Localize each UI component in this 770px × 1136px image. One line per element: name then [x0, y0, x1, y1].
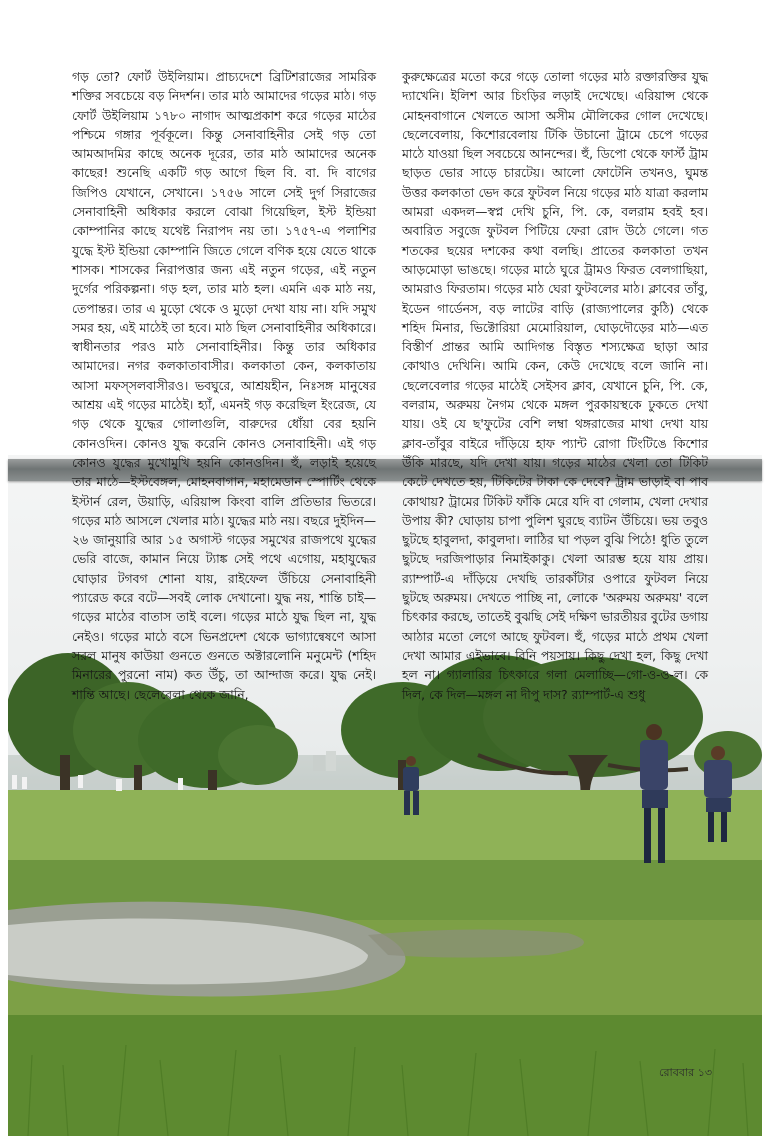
- article-text-right: কুরুক্ষেত্রের মতো করে গড়ে তোলা গড়ের মাঠ রক্তারক্তির যুদ্ধ দ্যাখেনি। ইলিশ আর চিংড়ির লড়াই দেখেছে। এরিয়ান্স থেকে মোহনবাগানে খেলতে আসা অসীম মৌলিকের গোল দেখেছে। ছেলেবেলায়, কিশোরবেলায় টিকি উচানো ট্রামে চেপে গড়ের মাঠে যাওয়া ছিল সবচেয়ে আনন্দের। হুঁ, ডিপো থেকে ফার্স্ট ট্রাম ছাড়ত ভোর সাড়ে চারটেয়। আলো ফোটেনি তখনও, ঘুমন্ত উত্তর কলকাতা ভেদ করে ফুটবল নিয়ে গড়ের মাঠ যাত্রা করলাম আমরা একদল—স্বপ্ন দেখি চুনি, পি. কে, বলরাম হবই হব। অবারিত সবুজে ফুটবল পিটিয়ে ফেরা রোদ উঠে গেলে। গত শতকের ছয়ের দশকের কথা বলছি। প্রাতের কলকাতা তখন আড়মোড়া ভাঙছে। গড়ের মাঠে ঘুরে ট্রামও ফিরত বেলগাছিয়া, আমরাও ফিরতাম। গড়ের মাঠ ঘেরা ফুটবলের মাঠ। ক্লাবের তাঁবু, ইডেন গার্ডেনস, বড় লাটের বাড়ি (রাজ্যপালের কুঠি) থেকে শহিদ মিনার, ভিক্টোরিয়া মেমোরিয়াল, ঘোড়দৌড়ের মাঠ—এত বিস্তীর্ণ প্রান্তর আমি আদিগন্ত বিস্তৃত শস্যক্ষেত্র ছাড়া আর কোথাও দেখিনি। আমি কেন, কেউ দেখেছে বলে জানি না। ছেলেবেলার গড়ের মাঠেই সেইসব ক্লাব, যেখানে চুনি, পি. কে, বলরাম, অরুময় নৈগম থেকে মঙ্গল পুরকায়স্থকে ঢুকতে দেখা যায়। ওই যে ছ'ফুটের বেশি লম্বা থঙ্গরাজের মাথা দেখা যায় ক্লাব-তাঁবুর বাইরে দাঁড়িয়ে হাফ প্যান্ট রোগা টিংটিঙে কিশোর উঁকি মারছে, যদি দেখা যায়। গড়ের মাঠের খেলা তো টিকিট কেটে দেখতে হয়, টিকিটের টাকা কে দেবে? ট্রাম ভাড়াই বা পাব কোথায়? ট্রামের টিকিট ফাঁকি মেরে যদি বা গেলাম, খেলা দেখার উপায় কী? ঘোড়ায় চাপা পুলিশ ঘুরছে ব্যাটন উঁচিয়ে। ভয় তবুও ছুটছে হাবুলদা, কাবুলদা। লাঠির ঘা পড়ল বুঝি পিঠে! ধুতি তুলে ছুটছে দরজিপাড়ার নিমাইকাকু। খেলা আরম্ভ হয়ে যায় প্রায়। র‍্যাম্পার্ট-এ দাঁড়িয়ে দেখছি তারকাঁটার ওপারে ফুটবল নিয়ে ছুটছে অরুময়। দেখতে পাচ্ছি না, লোকে 'অরুময় অরুময়' বলে চিৎকার করছে, তাতেই বুঝছি সেই দক্ষিণ ভারতীয়র বুটের ডগায় আঠার মতো লেগে আছে ফুটবল। হুঁ, গড়ের মাঠে প্রথম খেলা দেখা আমার এইভাবে। বিনি পয়সায়। কিছু দেখা হল, কিছু দেখা হল না। গ্যালারির চিৎকারে গলা মেলাচ্ছি—গো-ও-ও-ল। কে দিল, কে দিল—মঙ্গল না দীপু দাস? র‍্যাম্পার্ট-এ শুধু: [402, 70, 708, 702]
- article-column-left: [72, 68, 376, 705]
- article-column-right: [402, 68, 708, 705]
- page-folio: রোববার ১৩: [659, 1066, 712, 1079]
- article-text-left: গড় তো? ফোর্ট উইলিয়াম। প্রাচ্যদেশে ব্রিটিশরাজের সামরিক শক্তির সবচেয়ে বড় নিদর্শন। তার মাঠ আমাদের গড়ের মাঠ। গড় ফোর্ট উইলিয়াম ১৭৮০ নাগাদ আত্মপ্রকাশ করে গড়ের মাঠের পশ্চিমে গঙ্গার পূর্বকূলে। কিন্তু সেনাবাহিনীর সেই গড় তো আমআদমির কাছে অনেক দূরের, তার মাঠ আমাদের অনেক কাছের! শুনেছি একটি গড় আগে ছিল বি. বা. দি বাগের জিপিও যেখানে, সেখানে। ১৭৫৬ সালে সেই দুর্গ সিরাজের সেনাবাহিনী অধিকার করলে বোঝা গিয়েছিল, ইস্ট ইন্ডিয়া কোম্পানির কাছে যথেষ্ট নিরাপদ নয় তা। ১৭৫৭-এ পলাশির যুদ্ধে ইস্ট ইন্ডিয়া কোম্পানি জিতে গেলে বণিক হয়ে যেতে থাকে শাসক। শাসকের নিরাপত্তার জন্য এই নতুন গড়ের, এই নতুন দুর্গের পরিকল্পনা। গড় হল, তার মাঠ হল। এমনি এক মাঠ নয়, তেপান্তর। তার এ মুড়ো থেকে ও মুড়ো দেখা যায় না। যদি সমুখ সমর হয়, এই মাঠেই তা হবে। মাঠ ছিল সেনাবাহিনীর অধিকারে। স্বাধীনতার পরও মাঠ সেনাবাহিনীর। কিন্তু তার অধিকার আমাদের। নগর কলকাতাবাসীর। কলকাতা কেন, কলকাতায় আসা মফস্‌সলবাসীরও। ভবঘুরে, আশ্রয়হীন, নিঃসঙ্গ মানুষের আশ্রয় এই গড়ের মাঠেই। হ্যাঁ, এমনই গড় করেছিল ইংরেজ, যে গড় থেকে যুদ্ধের গোলাগুলি, বারুদের ধোঁয়া বের হয়নি কোনওদিন। কোনও যুদ্ধ করেনি কোনও সেনাবাহিনী। এই গড় কোনও যুদ্ধের মুখোমুখি হয়নি কোনওদিন। হুঁ, লড়াই হয়েছে তার মাঠে—ইস্টবেঙ্গল, মোহনবাগান, মহামেডান স্পোর্টিং থেকে ইস্টার্ন রেল, উয়াড়ি, এরিয়ান্স কিংবা বালি প্রতিভার ভিতরে। গড়ের মাঠ আসলে খেলার মাঠ। যুদ্ধের মাঠ নয়। বছরে দুইদিন—২৬ জানুয়ারি আর ১৫ অগাস্ট গড়ের সমুখের রাজপথে যুদ্ধের ভেরি বাজে, কামান নিয়ে ট্যাঙ্ক সেই পথে এগোয়, মহাযুদ্ধের ঘোড়ার টগবগ শোনা যায়, রাইফেল উঁচিয়ে সেনাবাহিনী প্যারেড করে বটে—সবই লোক দেখানো। যুদ্ধ নয়, শান্তি চাই—গড়ের মাঠের বাতাস তাই বলে। গড়ের মাঠে যুদ্ধ ছিল না, যুদ্ধ নেইও। গড়ের মাঠে বসে ভিনপ্রদেশ থেকে ভাগ্যান্বেষণে আসা সরল মানুষ কাউয়া গুনতে গুনতে অক্টারলোনি মনুমেন্ট (শহিদ মিনারের পুরনো নাম) কত উঁচু, তা আন্দাজ করে। যুদ্ধ নেই। শান্তি আছে। ছেলেবেলা থেকে জানি,: [72, 70, 376, 702]
